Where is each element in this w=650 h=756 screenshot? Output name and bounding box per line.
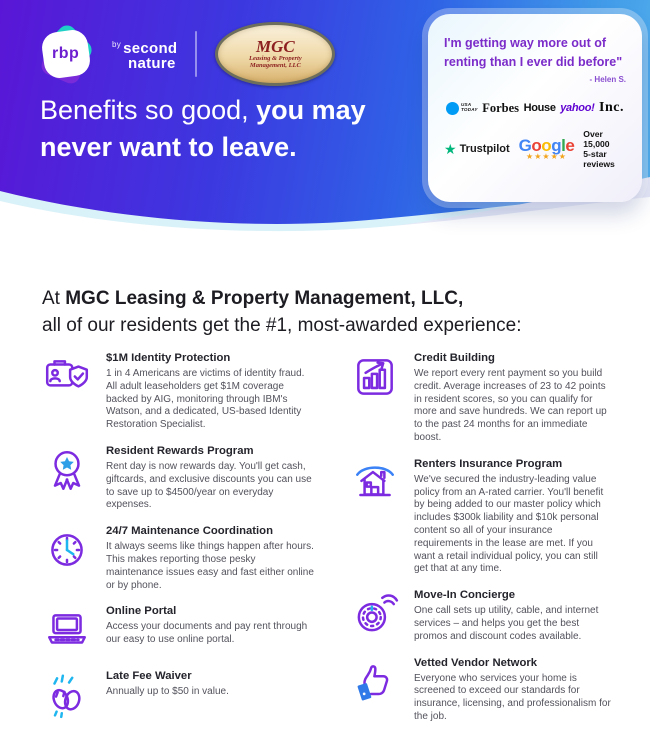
brand-row [40, 22, 335, 86]
trustpilot-star-icon: ★ [444, 141, 457, 157]
google-wordmark: Google [518, 135, 575, 155]
brand-divider [195, 31, 197, 77]
intro-heading [42, 285, 522, 339]
intro-company-name: MGC Leasing & Property Management, LLC, [65, 288, 464, 309]
clapping-hands-icon [42, 670, 94, 722]
benefit-description: 1 in 4 Americans are victims of identity fraud. All adult leaseholders get $1M coverage backed by AIG, monitoring through IBM's Watson, and a dedicated, US-based Identity Restoration Specialist. [106, 368, 305, 431]
second-nature-by-label: by [112, 40, 122, 49]
second-nature-logo [112, 37, 177, 71]
benefit-item-maintenance [42, 525, 350, 592]
benefit-item-late-fee-waiver [42, 670, 350, 722]
testimonial-quote-line1: I'm getting way more out of [444, 36, 607, 50]
trustpilot-label: Trustpilot [459, 143, 510, 155]
testimonial-card [428, 14, 642, 202]
inc-logo: Inc. [599, 100, 624, 115]
benefit-item-vetted-vendors [350, 657, 612, 724]
benefit-item-move-in-concierge [350, 589, 612, 643]
google-stars-icon: ★★★★★ [526, 151, 567, 161]
mgc-logo-monogram: MGC [256, 36, 295, 56]
mgc-logo-subline1: Leasing & Property [249, 54, 302, 62]
hero-headline-bold1: you may [256, 95, 366, 125]
rewards-medal-icon [42, 445, 94, 497]
reviews-count-text: Over 15,000 5-star reviews [583, 129, 615, 169]
benefit-title: Late Fee Waiver [106, 670, 192, 683]
forbes-logo: Forbes [482, 100, 520, 115]
benefit-description: It always seems like things happen after hours. This makes reporting those pesky maintenance issues easy and fast either online or by phone. [106, 541, 314, 591]
reviews-row [444, 129, 626, 169]
benefit-item-credit-building [350, 352, 612, 445]
usa-today-text: USA TODAY [461, 102, 478, 112]
benefit-title: Move-In Concierge [414, 589, 516, 602]
benefit-description: We report every rent payment so you build credit. Average increases of 23 to 42 points in resident scores, so you can qualify for more and save hundreds. We can report up to the past 24 months for an immediate boost. [414, 368, 607, 443]
usa-today-circle-icon [446, 102, 459, 115]
benefit-description: Everyone who services your home is screened to exceed our standards for insurance, licensing, and professionalism for the job. [414, 672, 611, 722]
benefit-title: Online Portal [106, 605, 177, 618]
concierge-dial-icon [350, 589, 402, 641]
benefit-title: Vetted Vendor Network [414, 656, 538, 669]
insured-house-icon [350, 458, 402, 510]
benefit-title: Renters Insurance Program [414, 457, 563, 470]
benefit-description: One call sets up utility, cable, and internet services – and helps you get the best promos and discount codes available. [414, 605, 599, 642]
benefit-description: Access your documents and pay rent through our easy to use online portal. [106, 621, 308, 646]
yahoo-logo: yahoo! [560, 102, 595, 114]
clock-icon [42, 525, 94, 577]
hero-headline-bold2: never want to leave. [40, 132, 297, 162]
second-nature-line2: nature [128, 55, 176, 72]
second-nature-line1: second [123, 40, 178, 57]
testimonial-card-outer [422, 8, 648, 208]
benefit-title: $1M Identity Protection [106, 352, 231, 364]
benefit-description: We've secured the industry-leading value policy from an A-rated carrier. You'll benefit by being added to our master policy which includes $300k liability and $10k personal content so all of your insurance requirements in the lease are met. If you want a retail individual policy, you can still get that at any time. [414, 473, 604, 575]
bar-chart-icon [350, 352, 402, 404]
testimonial-quote [444, 34, 626, 72]
benefit-title: 24/7 Maintenance Coordination [106, 525, 273, 538]
press-logos-row [444, 100, 626, 116]
identity-shield-icon [42, 352, 94, 404]
rbp-logo-white-shape [40, 28, 92, 80]
intro-line2: all of our residents get the #1, most-awarded experience: [42, 315, 522, 336]
laptop-icon [42, 605, 94, 657]
benefits-column-left [42, 352, 350, 724]
benefit-item-identity-protection [42, 352, 350, 432]
mgc-logo [215, 22, 335, 86]
benefit-item-online-portal [42, 605, 350, 657]
usa-today-logo [446, 102, 478, 115]
benefit-item-renters-insurance [350, 458, 612, 576]
testimonial-quote-line2: renting than I ever did before" [444, 55, 623, 69]
google-logo [518, 135, 575, 161]
benefit-item-resident-rewards [42, 445, 350, 512]
house-logo: House [523, 102, 556, 114]
benefit-title: Resident Rewards Program [106, 444, 254, 457]
benefits-column-right [350, 352, 612, 724]
testimonial-attribution: - Helen S. [589, 75, 626, 84]
thumbs-up-icon [350, 657, 402, 709]
hero-headline-light: Benefits so good, [40, 95, 257, 125]
intro-prefix: At [42, 288, 66, 309]
benefits-grid [42, 352, 612, 724]
benefit-description: Rent day is now rewards day. You'll get cash, giftcards, and exclusive discounts you can use to save up to $4500/year on everyday expenses. [106, 460, 312, 511]
benefit-title: Credit Building [414, 352, 495, 364]
mgc-logo-subline2: Management, LLC [249, 62, 301, 69]
trustpilot-logo [444, 142, 510, 156]
benefit-description: Annually up to $50 in value. [106, 686, 229, 698]
rbp-logo-text: rbp [52, 45, 80, 62]
rbp-logo [40, 27, 94, 81]
